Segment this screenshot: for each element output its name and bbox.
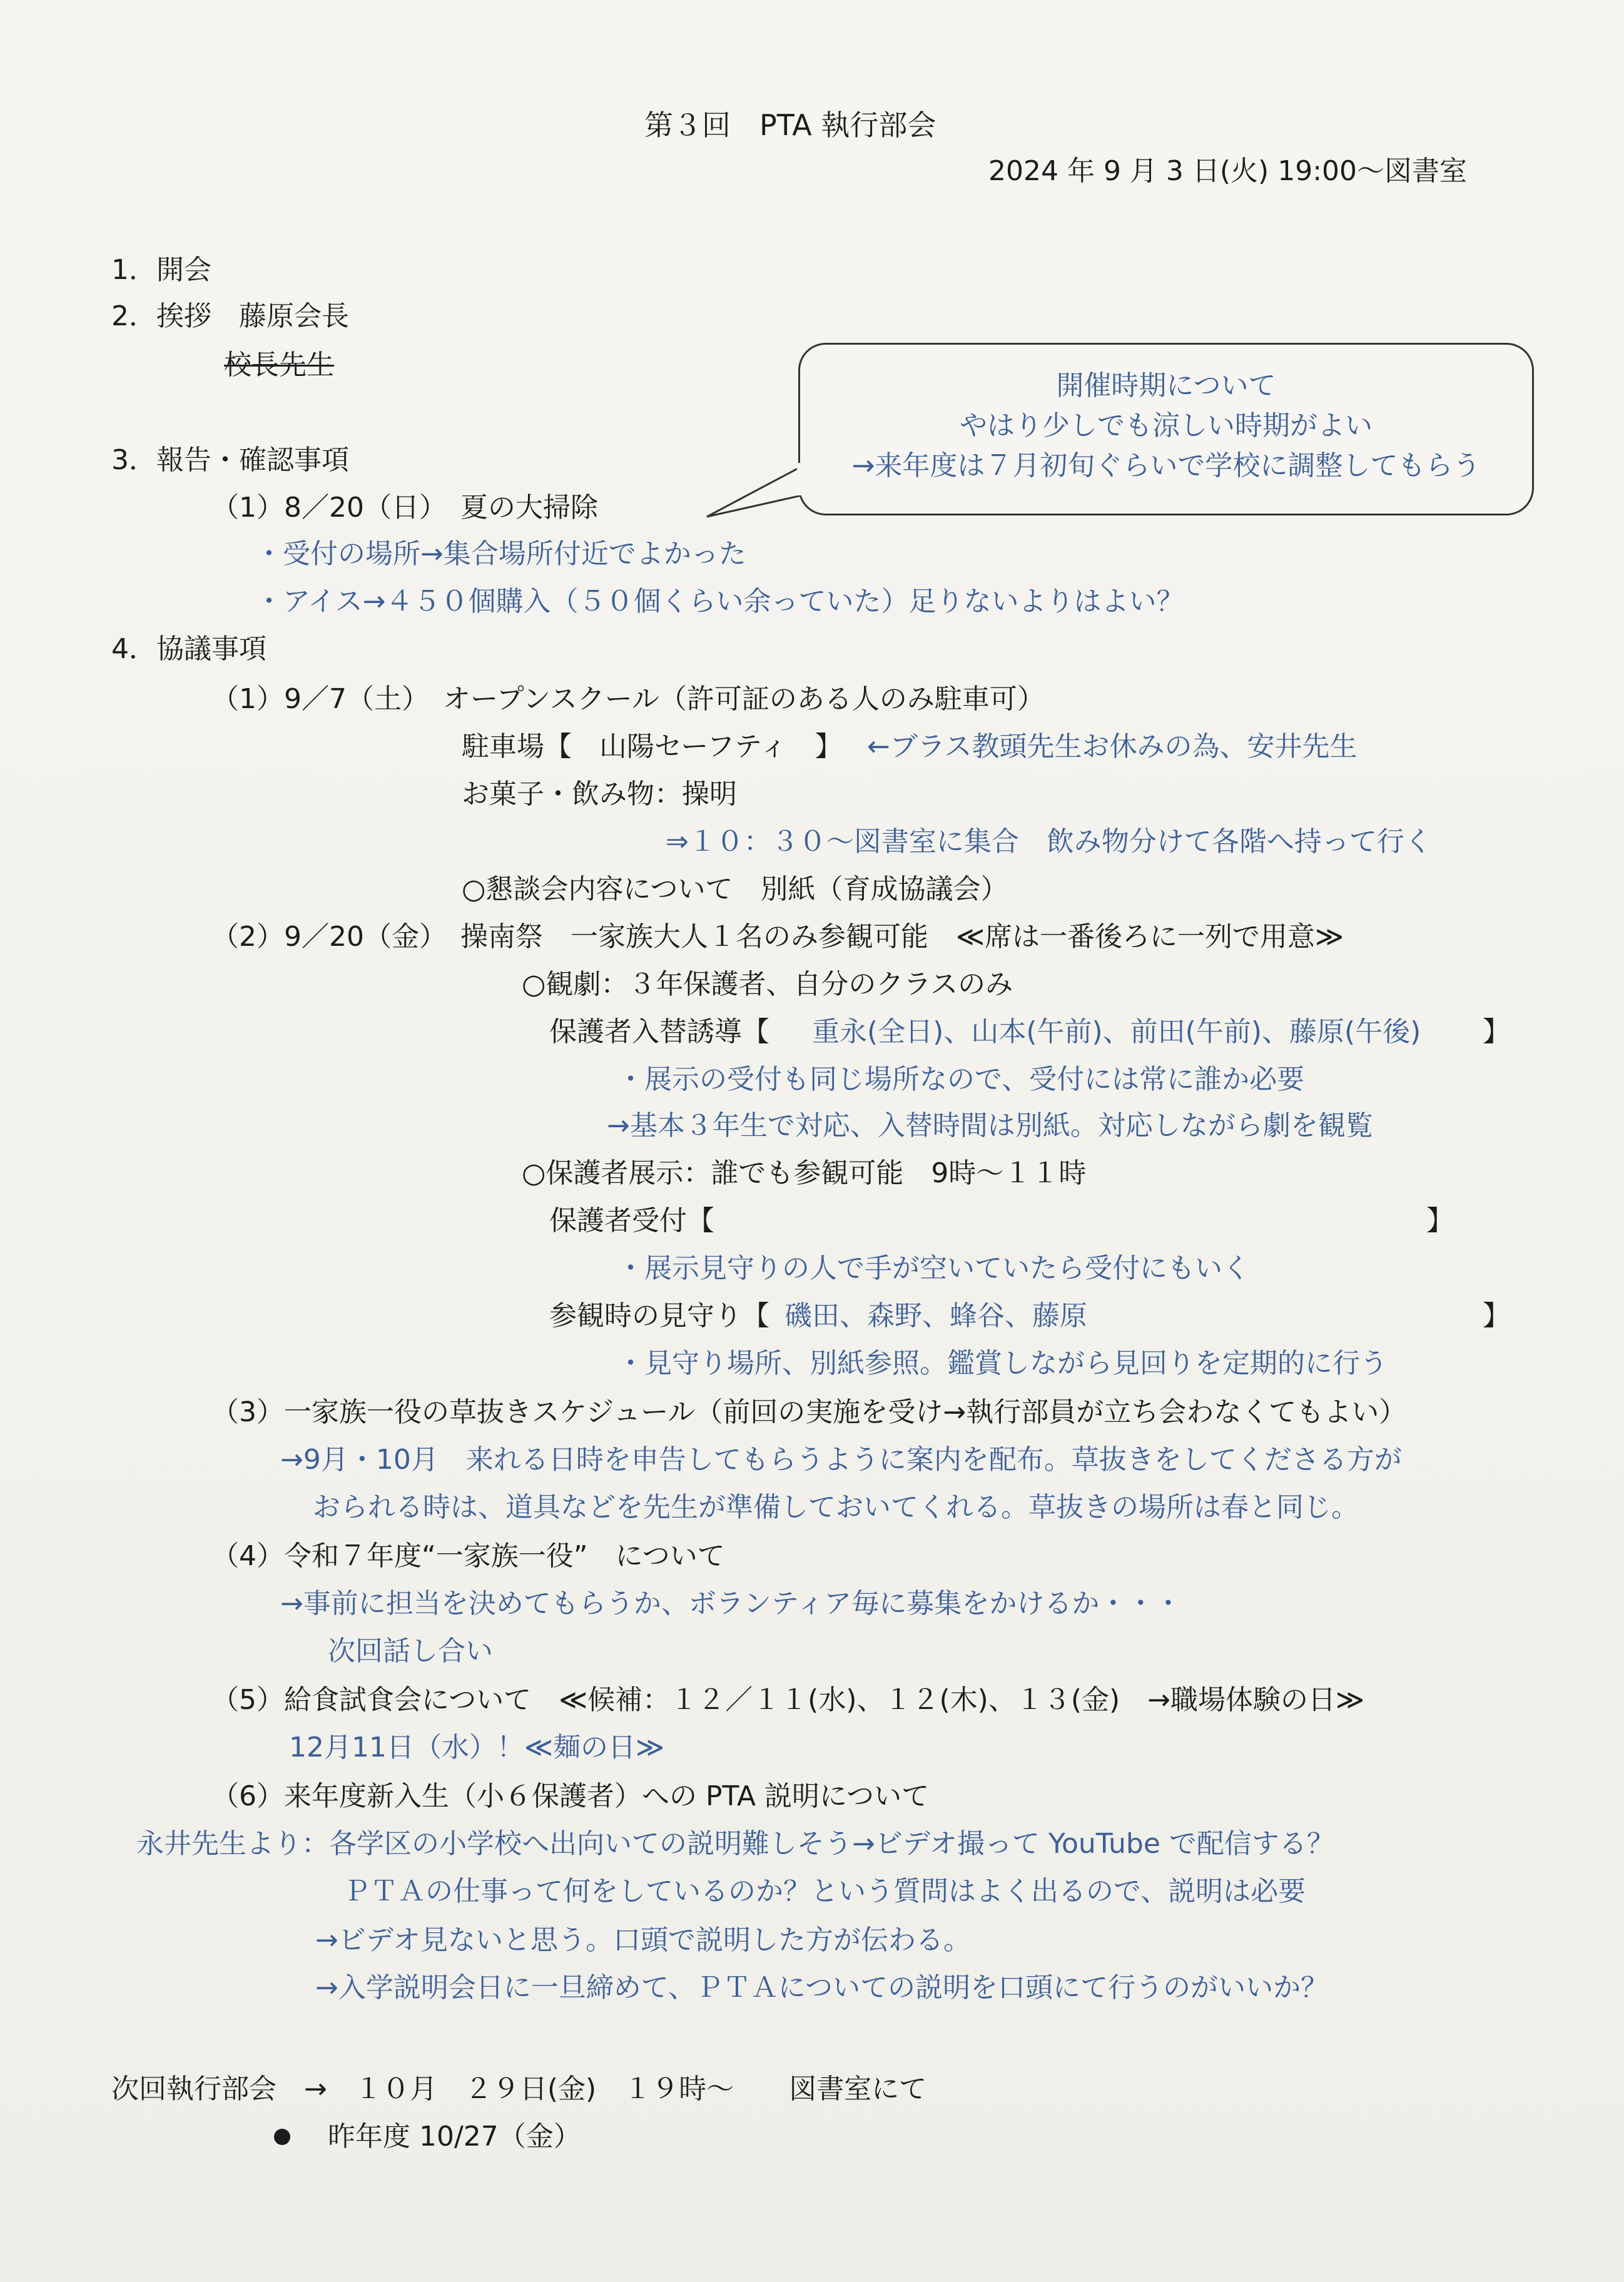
reception-label: 保護者受付【 [549, 1205, 714, 1237]
watch-note: ・見守り場所、別紙参照。鑑賞しながら見回りを定期的に行う [617, 1347, 1388, 1379]
role-note: 次回話し合い [328, 1635, 493, 1667]
play-line: ○観劇：３年保護者、自分のクラスのみ [522, 968, 1013, 1000]
explain-note: →ビデオ見ないと思う。口頭で説明した方が伝わる。 [315, 1924, 971, 1956]
discussion-item-4-title: （4）令和７年度“一家族一役” について [211, 1540, 725, 1572]
exhibit-line: ○保護者展示：誰でも参観可能 9時～１１時 [522, 1157, 1087, 1189]
discussion-item-3-title: （3）一家族一役の草抜きスケジュール（前回の実施を受け→執行部員が立ち会わなくてもよい） [211, 1396, 1407, 1428]
callout-line: →来年度は７月初旬ぐらいで学校に調整してもらう [851, 450, 1481, 482]
weeding-note: →9月・10月 来れる日時を申告してもらうように案内を配布。草抜きをしてくださる方が [280, 1444, 1402, 1476]
struck-principal: 校長先生 [224, 349, 334, 381]
guide-close: 】 [1483, 1016, 1510, 1048]
explain-note: 永井先生より：各学区の小学校へ出向いての説明難しそう→ビデオ撮って YouTube で配信する？ [136, 1828, 1334, 1860]
lunch-note: 12月11日（水）！≪麺の日≫ [289, 1732, 665, 1763]
snacks-line: お菓子・飲み物：操明 [462, 778, 737, 810]
meeting-line: ○懇談会内容について 別紙（育成協議会） [462, 873, 1008, 905]
guide-note: ・展示の受付も同じ場所なので、受付には常に誰か必要 [617, 1063, 1305, 1095]
parking-note: ←ブラス教頭先生お休みの為、安井先生 [867, 731, 1358, 763]
callout-line: 開催時期について [1056, 370, 1276, 402]
explain-note: ＰＴＡの仕事って何をしているのか？という質問はよく出るので、説明は必要 [343, 1875, 1306, 1907]
meeting-datetime: 2024 年 9 月 3 日(火) 19:00～図書室 [988, 155, 1468, 187]
watch-label: 参観時の見守り【 [549, 1300, 769, 1332]
bullet-icon [274, 2129, 290, 2145]
weeding-note: おられる時は、道具などを先生が準備しておいてくれる。草抜きの場所は春と同じ。 [313, 1491, 1359, 1523]
watch-close: 】 [1483, 1300, 1510, 1332]
guide-label: 保護者入替誘導【 [549, 1016, 769, 1048]
section-reports-heading: 3．報告・確認事項 [111, 444, 349, 476]
reception-note: ・展示見守りの人で手が空いていたら受付にもいく [617, 1252, 1250, 1284]
discussion-item-6-title: （6）来年度新入生（小６保護者）への PTA 説明について [211, 1780, 930, 1812]
page-title: 第３回 PTA 執行部会 [644, 108, 936, 142]
guide-names: 重永(全日)、山本(午前)、前田(午前)、藤原(午後) [812, 1016, 1421, 1048]
discussion-item-2-title: （2）9／20（金） 操南祭 一家族大人１名のみ参観可能 ≪席は一番後ろに一列で用意≫ [211, 921, 1344, 953]
guide-note: →基本３年生で対応、入替時間は別紙。対応しながら劇を観覧 [607, 1110, 1373, 1142]
report-item-1: （1）8／20（日） 夏の大掃除 [211, 492, 598, 524]
watch-names: 磯田、森野、蜂谷、藤原 [784, 1300, 1087, 1332]
discussion-item-1-title: （1）9／7（土） オープンスクール（許可証のある人のみ駐車可） [211, 683, 1045, 715]
explain-note: →入学説明会日に一旦締めて、ＰＴＡについての説明を口頭にて行うのがいいか？ [315, 1972, 1329, 2004]
snacks-note: ⇒１０：３０～図書室に集合 飲み物分けて各階へ持って行く [666, 826, 1432, 858]
next-meeting: 次回執行部会 → １０月 ２９日(金) １９時～ 図書室にて [111, 2073, 927, 2105]
parking-label: 駐車場【 山陽セーフティ 】 [462, 731, 843, 763]
section-discussion-heading: 4．協議事項 [111, 633, 266, 665]
callout-bubble [798, 343, 1534, 515]
item-greeting: 2．挨拶 藤原会長 [111, 300, 349, 332]
item-opening: 1．開会 [111, 254, 211, 286]
report-note: ・アイス→４５０個購入（５０個くらい余っていた）足りないよりはよい？ [255, 586, 1184, 617]
report-note: ・受付の場所→集合場所付近でよかった [255, 538, 746, 570]
discussion-item-5-title: （5）給食試食会について ≪候補：１２／１１(水)、１２(木)、１３(金) →職場体験の日≫ [211, 1684, 1365, 1716]
callout-line: やはり少しでも涼しい時期がよい [960, 410, 1373, 442]
role-note: →事前に担当を決めてもらうか、ボランティア毎に募集をかけるか・・・ [280, 1588, 1182, 1620]
last-year-date: 昨年度 10/27（金） [328, 2121, 581, 2153]
reception-close: 】 [1426, 1205, 1454, 1237]
